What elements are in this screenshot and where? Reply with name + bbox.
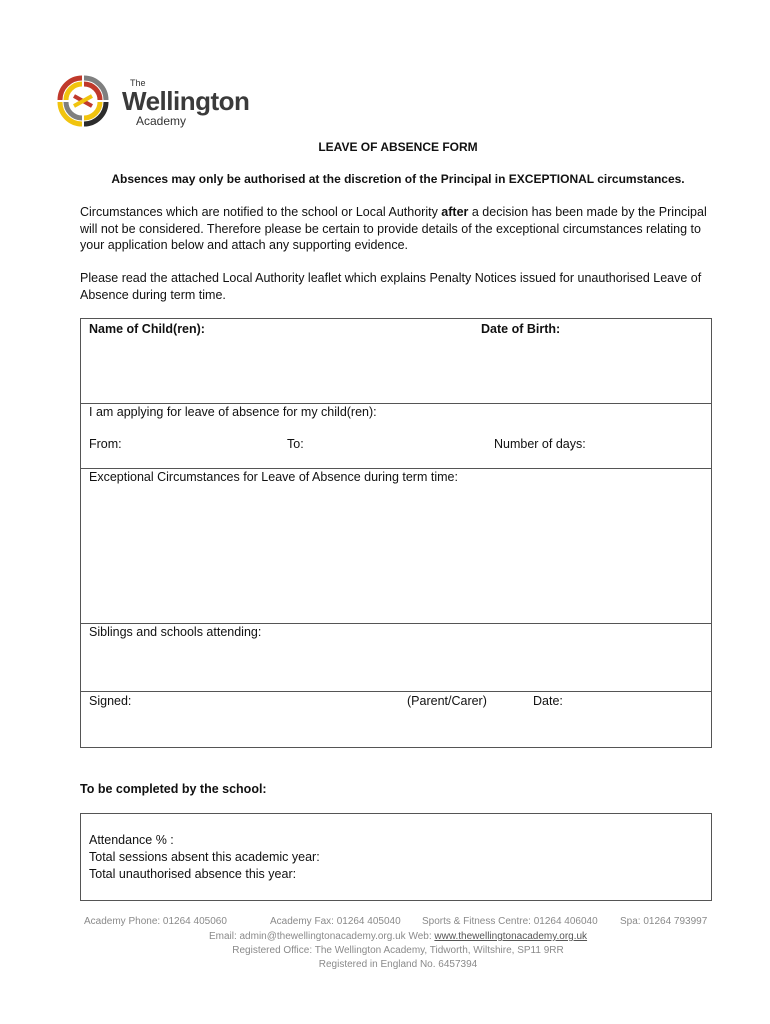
footer-email: Email: admin@thewellingtonacademy.org.uk Web: [208,931,435,942]
form-divider [81,403,711,404]
logo-text-wellington: Wellington [122,86,250,116]
number-of-days-label: Number of days: [494,437,586,451]
child-name-field[interactable] [81,339,711,401]
logo-emblem-icon [52,70,114,132]
siblings-label: Siblings and schools attending: [89,625,262,639]
form-subtitle: Absences may only be authorised at the discretion of the Principal in EXCEPTIONAL circumstances. [111,172,685,186]
school-section-heading: To be completed by the school: [80,782,267,796]
footer-registered-office: Registered Office: The Wellington Academy, Tidworth, Wiltshire, SP11 9RR [232,945,564,956]
unauthorised-absence-label: Total unauthorised absence this year: [89,867,297,881]
sessions-absent-label: Total sessions absent this academic year: [89,850,320,864]
paragraph1-text-end: a decision has been made by the Principal will not be considered. Therefore please be certain to provide details of the exceptional circumstances relating to your application below and attach any supporting evidence. [80,205,707,252]
footer-phone: Academy Phone: 01264 405060 [84,916,227,927]
form-title: LEAVE OF ABSENCE FORM [318,140,478,154]
logo-text-academy: Academy [136,114,187,128]
footer-sports: Sports & Fitness Centre: 01264 406040 [422,916,598,927]
exceptional-circumstances-field[interactable] [81,489,711,621]
attendance-label: Attendance % : [89,833,174,847]
paragraph1-text-start: Circumstances which are notified to the school or Local Authority [80,205,442,219]
footer-fax: Academy Fax: 01264 405040 [270,916,401,927]
school-use-box [80,813,712,901]
from-date-label: From: [89,437,122,451]
siblings-field[interactable] [81,643,711,689]
paragraph1-bold-word: after [441,205,469,219]
penalty-notice-paragraph: Please read the attached Local Authority leaflet which explains Penalty Notices issued for unauthorised Leave of Absence during term time. [80,271,702,302]
date-of-birth-label: Date of Birth: [481,322,561,336]
form-divider [81,468,711,469]
logo-text-the: The [130,78,146,88]
application-form-box [80,318,712,748]
exceptional-circumstances-label: Exceptional Circumstances for Leave of Absence during term time: [89,470,458,484]
form-divider [81,623,711,624]
circumstances-paragraph [80,204,716,254]
parent-carer-label: (Parent/Carer) [407,694,487,708]
footer-website-link[interactable]: www.thewellingtonacademy.org.uk [434,931,588,942]
form-divider [81,691,711,692]
signed-label: Signed: [89,694,132,708]
wellington-academy-logo [52,70,252,132]
child-name-label: Name of Child(ren): [89,322,205,336]
footer-spa: Spa: 01264 793997 [620,916,708,927]
applying-label: I am applying for leave of absence for my child(ren): [89,405,377,419]
signature-date-label: Date: [533,694,563,708]
footer-registration-number: Registered in England No. 6457394 [318,959,478,970]
to-date-label: To: [287,437,304,451]
footer-contact-line [0,930,770,944]
